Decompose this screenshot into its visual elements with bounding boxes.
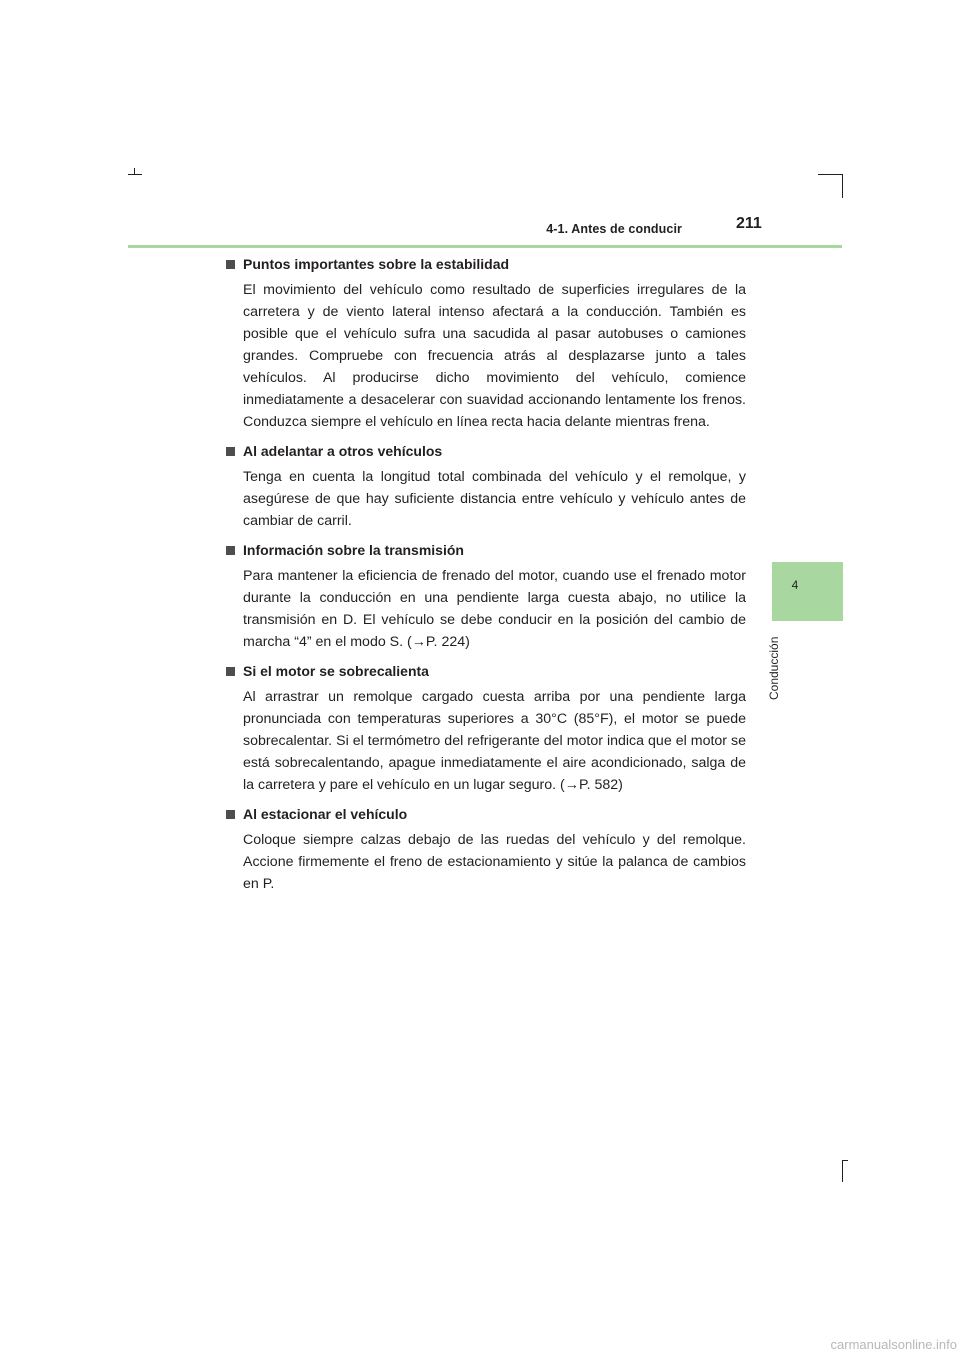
page-number: 211 bbox=[736, 215, 762, 232]
section-heading bbox=[226, 659, 746, 683]
chapter-label: Conducción bbox=[767, 636, 781, 700]
crop-mark bbox=[842, 1160, 843, 1182]
heading-text: Al adelantar a otros vehículos bbox=[243, 443, 443, 459]
section-transmission bbox=[226, 538, 746, 653]
section-heading bbox=[226, 439, 746, 463]
section-body: El movimiento del vehículo como resultado de superficies irregulares de la carretera y de viento lateral intenso afectará a la conducción. También es posible que el vehículo sufra una sacudida al pasar autobuses o camiones grandes. Compruebe con frecuencia atrás al desplazarse junto a tales vehículos. Al producirse dicho movimiento del vehículo, comience inmediatamente a desacelerar con suavidad accionando lentamente los frenos. Conduzca siempre el vehículo en línea recta hacia delante mientras frena. bbox=[243, 282, 746, 430]
chapter-tab bbox=[772, 562, 843, 621]
section-heading bbox=[226, 252, 746, 276]
heading-text: Si el motor se sobrecalienta bbox=[243, 663, 429, 679]
square-bullet-icon bbox=[226, 546, 235, 555]
crop-mark bbox=[818, 174, 842, 175]
crop-mark bbox=[128, 174, 142, 175]
crop-mark bbox=[842, 174, 843, 198]
section-heading bbox=[226, 802, 746, 826]
section-body: Coloque siempre calzas debajo de las ruedas del vehículo y del remolque. Accione firmemente el freno de estacionamiento y sitúe la palanca de cambios en P. bbox=[243, 832, 746, 892]
section-body: Tenga en cuenta la longitud total combinada del vehículo y el remolque, y asegúrese de que hay suficiente distancia entre vehículo y vehículo antes de cambiar de carril. bbox=[243, 469, 746, 529]
square-bullet-icon bbox=[226, 260, 235, 269]
crop-mark bbox=[134, 168, 135, 175]
heading-text: Al estacionar el vehículo bbox=[243, 806, 408, 822]
watermark: carmanualsonline.info bbox=[830, 1337, 957, 1352]
square-bullet-icon bbox=[226, 667, 235, 676]
header-rule bbox=[128, 245, 842, 248]
heading-text: Información sobre la transmisión bbox=[243, 542, 464, 558]
square-bullet-icon bbox=[226, 447, 235, 456]
section-parking bbox=[226, 802, 746, 895]
section-body: Para mantener la eficiencia de frenado del motor, cuando use el frenado motor durante la conducción en una pendiente larga cuesta abajo, no utilice la transmisión en D. El vehículo se debe conducir en la posición del cambio de marcha “4” en el modo S. (→P. 224) bbox=[243, 568, 746, 650]
section-heading bbox=[226, 538, 746, 562]
section-overtaking bbox=[226, 439, 746, 532]
chapter-number: 4 bbox=[791, 578, 799, 592]
section-body: Al arrastrar un remolque cargado cuesta arriba por una pendiente larga pronunciada con temperaturas superiores a 30°C (85°F), el motor se puede sobrecalentar. Si el termómetro del refrigerante del motor indica que el motor se está sobrecalentando, apague inmediatamente el aire acondicionado, salga de la carretera y pare el vehículo en un lugar seguro. (→P. 582) bbox=[243, 689, 746, 793]
square-bullet-icon bbox=[226, 810, 235, 819]
section-stability bbox=[226, 252, 746, 433]
running-header-section: 4-1. Antes de conducir bbox=[546, 222, 682, 236]
crop-mark bbox=[842, 1160, 848, 1161]
section-overheating bbox=[226, 659, 746, 796]
main-content bbox=[226, 252, 746, 901]
heading-text: Puntos importantes sobre la estabilidad bbox=[243, 256, 510, 272]
